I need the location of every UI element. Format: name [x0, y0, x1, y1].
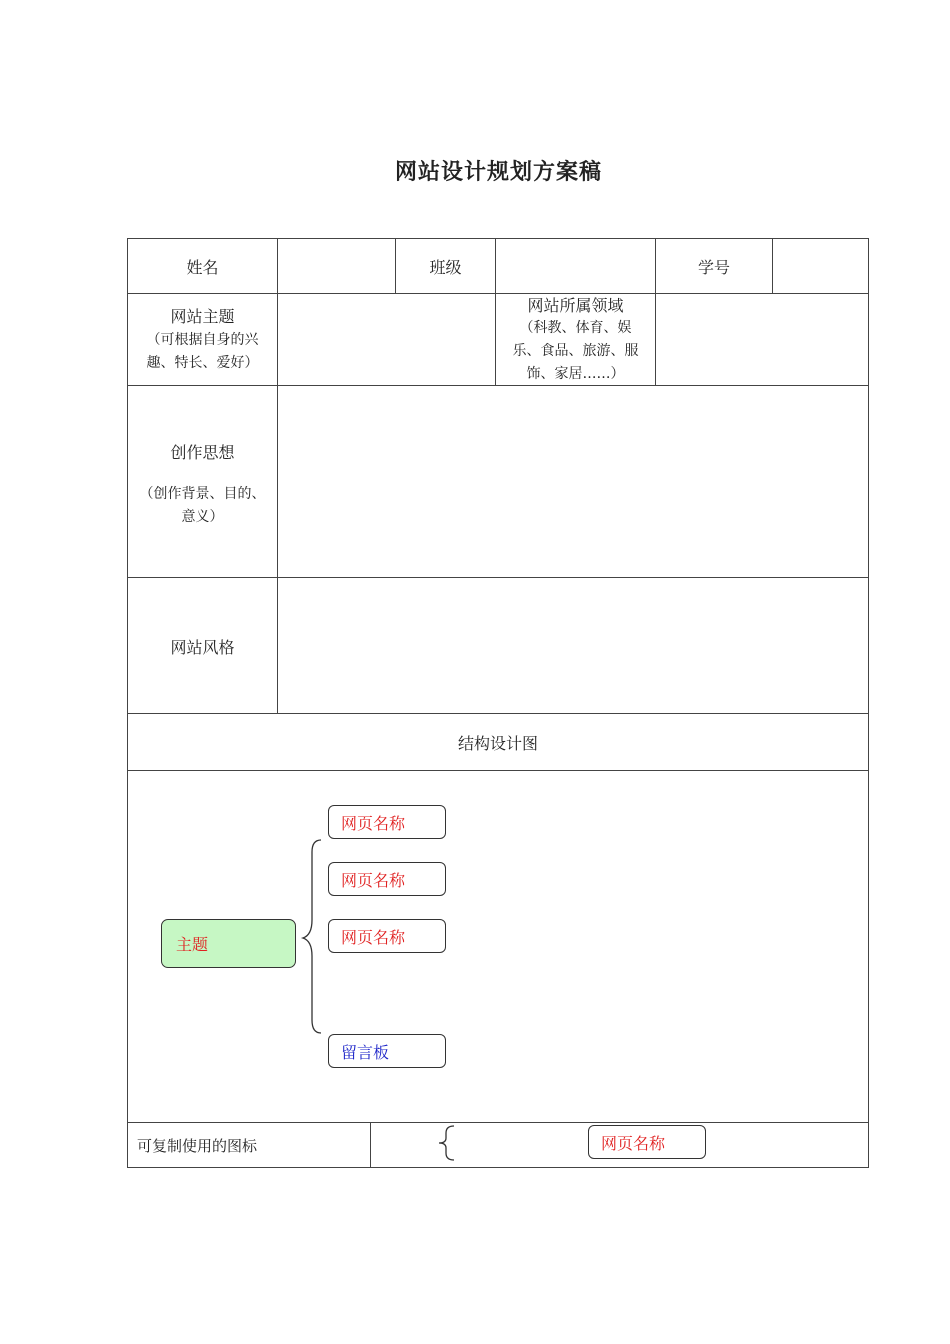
idea-hint: （创作背景、目的、 — [139, 485, 266, 502]
name-label: 姓名 — [186, 257, 219, 277]
domain-label: 网站所属领域 — [527, 295, 624, 315]
domain-hint: （科教、体育、娱 — [519, 319, 632, 336]
diagram-root-node[interactable]: 主题 — [161, 919, 296, 968]
domain-hint: 乐、食品、旅游、服 — [512, 342, 639, 359]
domain-hint: 饰、家居……） — [526, 365, 625, 382]
document-title: 网站设计规划方案稿 — [394, 159, 602, 185]
guestbook-node[interactable]: 留言板 — [328, 1034, 446, 1068]
idea-hint: 意义） — [181, 508, 224, 525]
page-node[interactable]: 网页名称 — [328, 862, 446, 896]
theme-label: 网站主题 — [170, 307, 235, 326]
class-label: 班级 — [429, 257, 462, 277]
student-id-label: 学号 — [697, 257, 730, 277]
idea-label: 创作思想 — [170, 442, 235, 462]
page-node[interactable]: 网页名称 — [328, 805, 446, 839]
theme-hint: （可根据自身的兴 — [146, 332, 259, 348]
style-label: 网站风格 — [170, 637, 235, 657]
page-node[interactable]: 网页名称 — [328, 919, 446, 953]
footer-label-text: 可复制使用的图标 — [137, 1137, 258, 1155]
sample-page-node[interactable]: 网页名称 — [588, 1125, 706, 1159]
theme-hint: 趣、特长、爱好） — [146, 355, 259, 371]
structure-heading: 结构设计图 — [457, 734, 538, 753]
